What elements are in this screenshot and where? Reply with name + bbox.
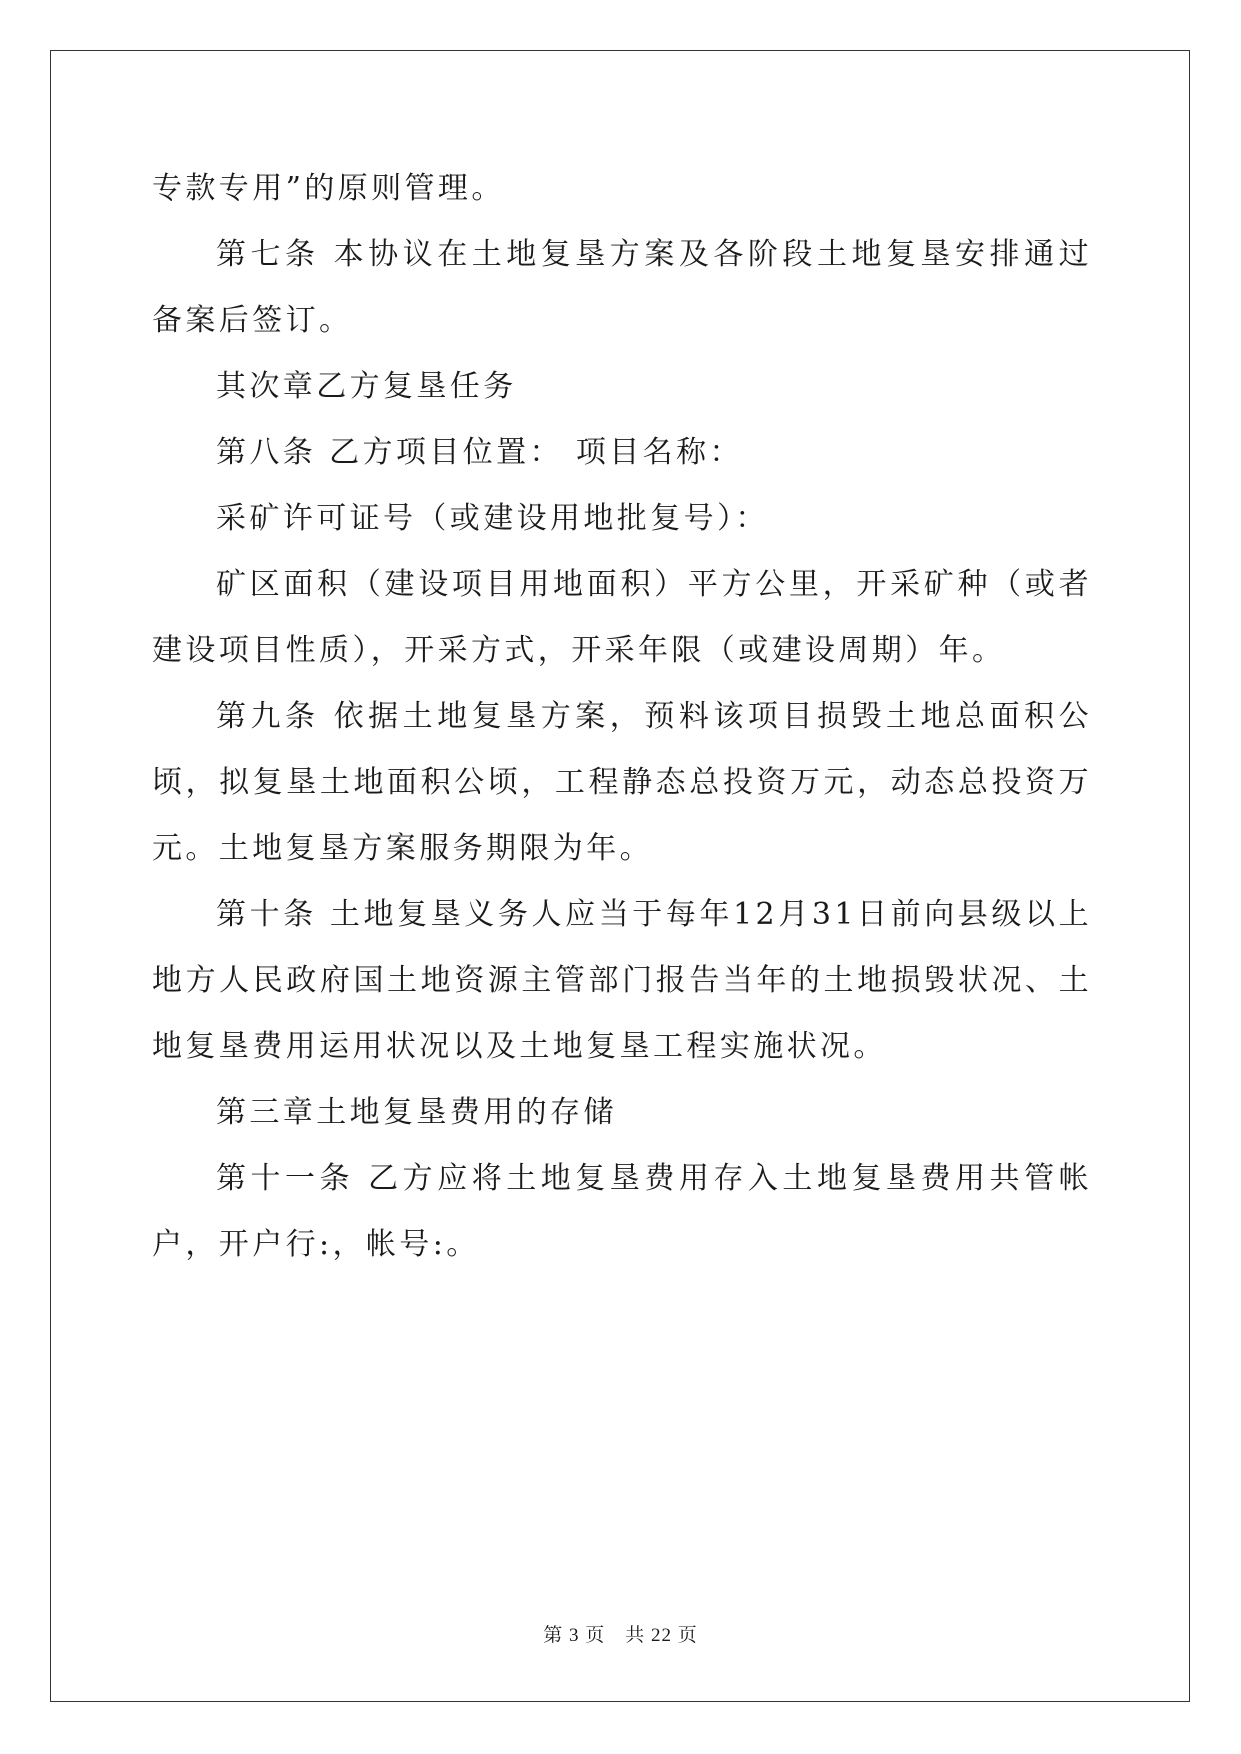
paragraph-license-number: 采矿许可证号（或建设用地批复号）：	[216, 501, 769, 536]
paragraph-continuation: 专款专用”的原则管理。	[152, 171, 505, 206]
chapter-heading-2: 其次章乙方复垦任务	[216, 369, 517, 404]
paragraph-mining-area: 矿区面积（建设项目用地面积）平方公里，开采矿种（或者建设项目性质），开采方式，开采年限（或建设周期）年。	[152, 567, 1092, 668]
paragraph-article-8: 第八条 乙方项目位置： 项目名称：	[216, 435, 743, 470]
chapter-heading-3: 第三章土地复垦费用的存储	[216, 1095, 617, 1130]
paragraph-article-9: 第九条 依据土地复垦方案，预料该项目损毁土地总面积公顷，拟复垦土地面积公顷，工程静态总投资万元，动态总投资万元。土地复垦方案服务期限为年。	[152, 699, 1092, 866]
paragraph-article-10: 第十条 土地复垦义务人应当于每年12月31日前向县级以上地方人民政府国土地资源主管部门报告当年的土地损毁状况、土地复垦费用运用状况以及土地复垦工程实施状况。	[152, 897, 1092, 1064]
page-number-footer: 第 3 页 共 22 页	[543, 1625, 698, 1646]
document-body	[152, 156, 1092, 1278]
paragraph-article-7: 第七条 本协议在土地复垦方案及各阶段土地复垦安排通过备案后签订。	[152, 237, 1092, 338]
paragraph-article-11: 第十一条 乙方应将土地复垦费用存入土地复垦费用共管帐户，开户行:，帐号:。	[152, 1161, 1092, 1262]
